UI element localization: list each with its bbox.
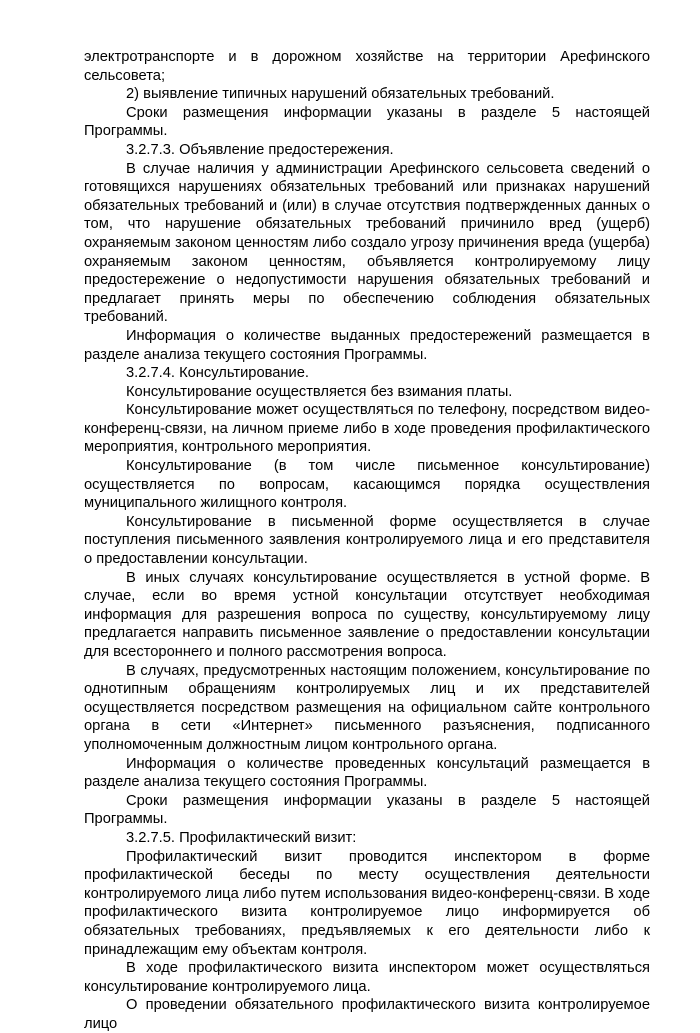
paragraph-consulting-methods: Консультирование может осуществляться по телефону, посредством видео-конференц-связи, на личном приеме либо в ходе проведения профилактического мероприятия, контрольного мероприятия. bbox=[84, 402, 650, 456]
paragraph-consulting-topics: Консультирование (в том числе письменное консультирование) осуществляется по вопросам, касающимся порядка осуществления муниципального жилищного контроля. bbox=[84, 458, 650, 512]
paragraph-online-clarification: В случаях, предусмотренных настоящим положением, консультирование по однотипным обращениям контролируемых лиц и их представителей осуществляется посредством размещения на официальном сайте контрольного органа в сети «Интернет» письменного разъяснения, подписанного уполномоченным должностным лицом контрольного органа. bbox=[84, 662, 650, 753]
paragraph-deadlines-note: Сроки размещения информации указаны в разделе 5 настоящей Программы. bbox=[84, 104, 650, 140]
paragraph-free-consulting: Консультирование осуществляется без взимания платы. bbox=[126, 383, 513, 400]
paragraph-deadlines-note-2: Сроки размещения информации указаны в разделе 5 настоящей Программы. bbox=[84, 792, 650, 828]
section-heading-3-2-7-3: 3.2.7.3. Объявление предостережения. bbox=[126, 141, 394, 158]
section-heading-3-2-7-4: 3.2.7.4. Консультирование. bbox=[126, 365, 309, 382]
paragraph-mandatory-visit: О проведении обязательного профилактического визита контролируемое лицо bbox=[84, 997, 650, 1032]
paragraph-warnings-count: Информация о количестве выданных предостережений размещается в разделе анализа текущего состояния Программы. bbox=[84, 327, 650, 363]
paragraph-oral-consulting: В иных случаях консультирование осуществляется в устной форме. В случае, если во время устной консультации отсутствует необходимая информация для разрешения вопроса по существу, консультируемому лицу предлагается направить письменное заявление о предоставлении консультации для всестороннего и полного рассмотрения вопроса. bbox=[84, 569, 650, 660]
paragraph-visit-consulting: В ходе профилактического визита инспектором может осуществляться консультирование контролируемого лица. bbox=[84, 960, 650, 995]
paragraph-continuation: электротранспорте и в дорожном хозяйстве на территории Арефинского сельсовета; bbox=[84, 49, 650, 84]
document-page bbox=[84, 48, 650, 1033]
paragraph-warning-issuance: В случае наличия у администрации Арефинского сельсовета сведений о готовящихся нарушениях обязательных требований или признаках нарушений обязательных требований и (или) в случае отсутствия подтвержденных данных о том, что нарушение обязательных требований причинило вред (ущерб) охраняемым законом ценностям либо создало угрозу причинения вреда (ущерба) охраняемым законом ценностям, объявляется контролируемому лицу предостережение о недопустимости нарушения обязательных требований и предлагает принять меры по обеспечению соблюдения обязательных требований. bbox=[84, 160, 650, 326]
paragraph-consultations-count: Информация о количестве проведенных консультаций размещается в разделе анализа текущего состояния Программы. bbox=[84, 755, 650, 791]
section-heading-3-2-7-5: 3.2.7.5. Профилактический визит: bbox=[126, 829, 357, 846]
paragraph-list-item-2: 2) выявление типичных нарушений обязательных требований. bbox=[126, 86, 555, 103]
paragraph-written-consulting: Консультирование в письменной форме осуществляется в случае поступления письменного заявления контролируемого лица и его представителя о предоставлении консультации. bbox=[84, 513, 650, 568]
paragraph-preventive-visit: Профилактический визит проводится инспектором в форме профилактической беседы по месту осуществления деятельности контролируемого лица либо путем использования видео-конференц-связи. В ходе профилактического визита контролируемое лицо информируется об обязательных требованиях, предъявляемых к его деятельности либо к принадлежащим ему объектам контроля. bbox=[84, 848, 650, 958]
